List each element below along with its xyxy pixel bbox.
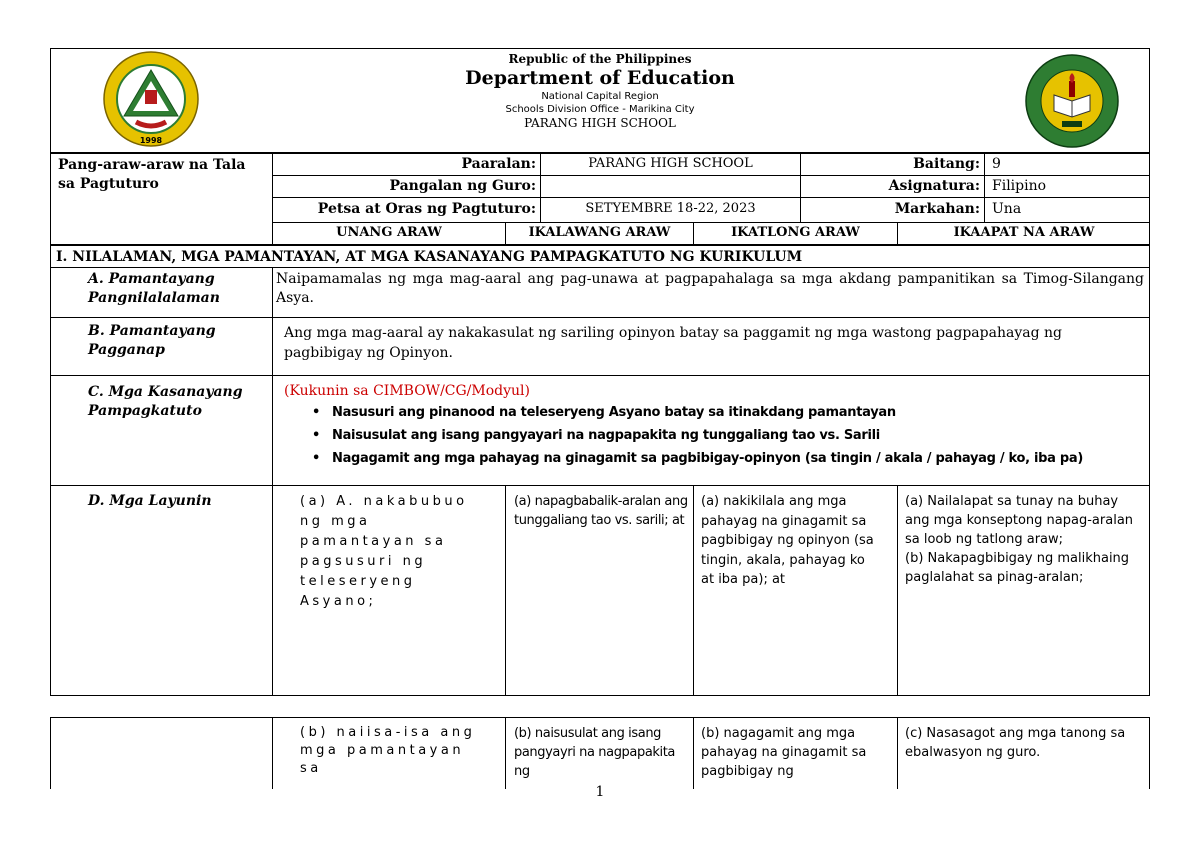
competency-item: • Naisusulat ang isang pangyayari na nagpapakita ng tunggaliang tao vs. Sarili <box>332 424 1145 447</box>
row-c-label: C. Mga Kasanayang Pampagkatuto <box>88 384 243 419</box>
day-header-1: UNANG ARAW <box>336 225 442 240</box>
guro-label: Pangalan ng Guro: <box>389 178 536 194</box>
row-d-label: D. Mga Layunin <box>88 493 212 509</box>
paaralan-value: PARANG HIGH SCHOOL <box>588 156 753 171</box>
day4-objective: (a) Nailalapat sa tunay na buhay ang mga konseptong napag-aralan sa loob ng tatlong araw; (b) Nakapagbibigay ng malikhaing paglalahat sa pinag-aralan; <box>905 494 1134 585</box>
competency-item: • Nasusuri ang pinanood na teleseryeng Asyano batay sa itinakdang pamantayan <box>332 401 1145 424</box>
section-title: I. NILALAMAN, MGA PAMANTAYAN, AT MGA KASANAYANG PAMPAGKATUTO NG KURIKULUM <box>56 249 803 265</box>
continuation-day1: (b) naiisa-isa ang mga pamantayan sa <box>300 725 476 776</box>
dll-title: Pang-araw-araw na Tala sa Pagtuturo <box>58 157 246 192</box>
day3-objective: (a) nakikilala ang mga pahayag na ginagamit sa pagbibigay ng opinyon (sa tingin, akala, pahayag ko at iba pa); at <box>701 494 874 587</box>
petsa-value: SETYEMBRE 18-22, 2023 <box>585 201 756 216</box>
continuation-day3: (b) nagagamit ang mga pahayag na ginagamit sa pagbibigay ng <box>701 726 867 779</box>
department-title: Department of Education <box>465 67 735 89</box>
competency-item: • Nagagamit ang mga pahayag na ginagamit sa pagbibigay-opinyon (sa tingin / akala / pahayag / ko, iba pa) <box>332 447 1145 470</box>
day2-objective: (a) napagbabalik-aralan ang tunggaliang tao vs. sarili; at <box>514 494 688 528</box>
curriculum-table <box>50 245 1150 696</box>
division-office-text: Schools Division Office - Marikina City <box>505 104 695 115</box>
markahan-value: Una <box>992 201 1022 217</box>
region-text: National Capital Region <box>541 91 659 102</box>
division-seal-logo <box>102 50 200 148</box>
row-c-list <box>300 401 1145 470</box>
row-c-note: (Kukunin sa CIMBOW/CG/Modyul) <box>284 383 530 399</box>
row-a-text: Naipamamalas ng mga mag-aaral ang pag-unawa at pagpapahalaga sa mga akdang pampanitikan sa Timog-Silangang Asya. <box>276 271 1144 306</box>
asignatura-label: Asignatura: <box>888 178 980 194</box>
day-header-3: IKATLONG ARAW <box>731 225 860 240</box>
day-header-4: IKAAPAT NA ARAW <box>953 225 1095 240</box>
paaralan-label: Paaralan: <box>461 156 536 172</box>
petsa-label: Petsa at Oras ng Pagtuturo: <box>317 201 536 217</box>
school-seal-logo <box>1024 53 1120 149</box>
asignatura-value: Filipino <box>992 178 1047 194</box>
day1-objective: (a) A. nakabubuo ng mga pamantayan sa pagsusuri ng teleseryeng Asyano; <box>300 494 468 609</box>
markahan-label: Markahan: <box>894 201 980 217</box>
school-name-header: PARANG HIGH SCHOOL <box>524 116 676 130</box>
baitang-value: 9 <box>992 156 1001 172</box>
day-header-2: IKALAWANG ARAW <box>528 225 671 240</box>
row-b-label: B. Pamantayang Pagganap <box>88 323 216 358</box>
continuation-day4: (c) Nasasagot ang mga tanong sa ebalwasyon ng guro. <box>905 726 1126 760</box>
page-number: 1 <box>595 784 605 800</box>
row-a-label: A. Pamantayang Pangnilalalaman <box>88 271 220 306</box>
row-b-text: Ang mga mag-aaral ay nakakasulat ng sariling opinyon batay sa paggamit ng mga wastong pagpapahayag ng pagbibigay ng Opinyon. <box>284 325 1062 361</box>
left-seal-year: 1998 <box>139 136 163 145</box>
baitang-label: Baitang: <box>913 156 980 172</box>
republic-text: Republic of the Philippines <box>508 52 692 66</box>
continuation-day2: (b) naisusulat ang isang pangyayri na nagpapakita ng <box>514 726 675 779</box>
